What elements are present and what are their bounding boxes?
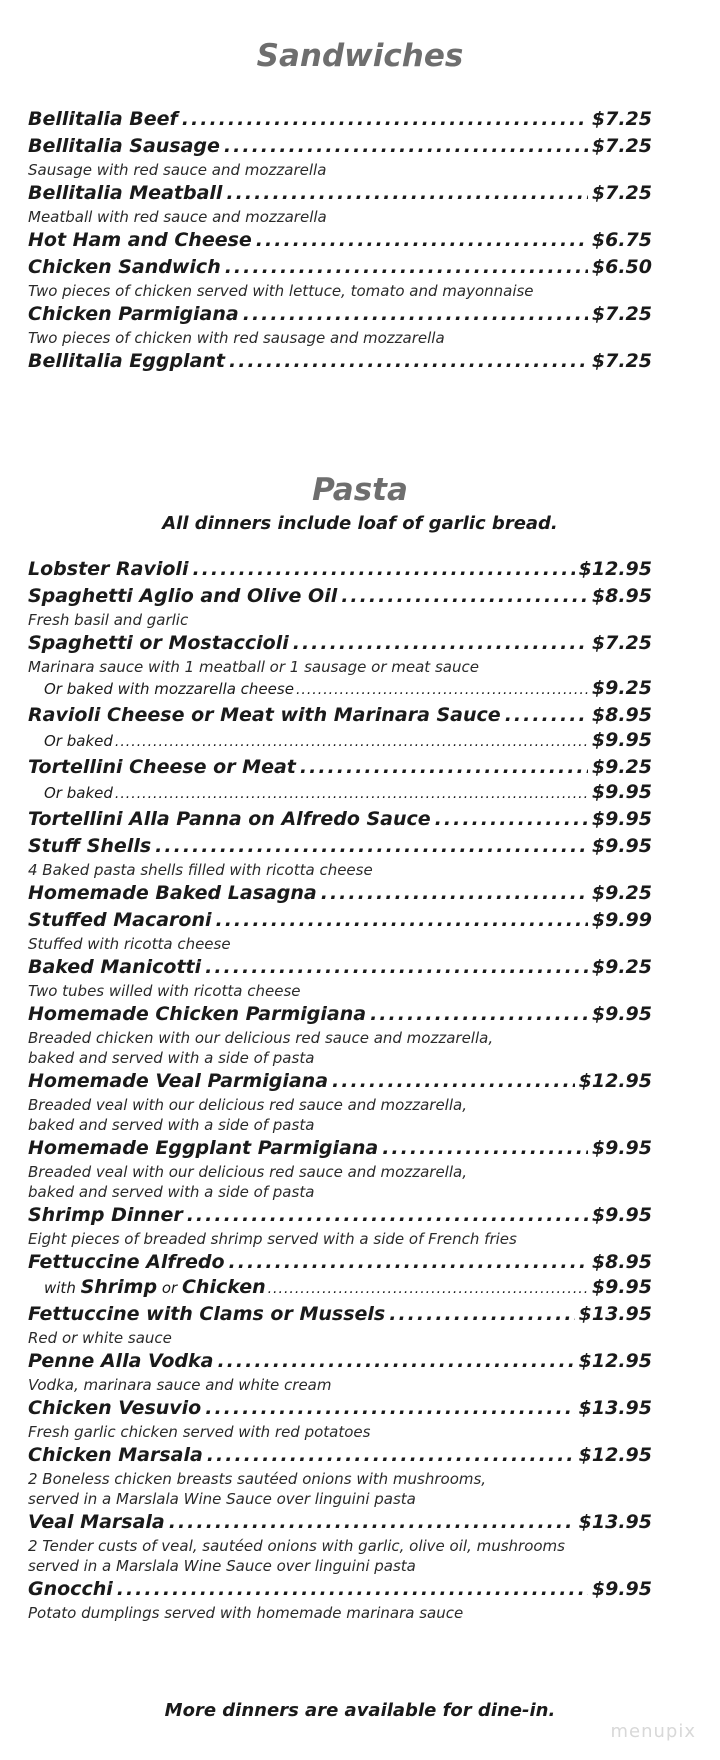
item-price: $12.95 xyxy=(578,558,652,580)
item-row xyxy=(28,227,652,254)
item-name: Lobster Ravioli xyxy=(28,558,189,580)
menu-item xyxy=(28,1576,652,1623)
item-price: $9.25 xyxy=(591,956,652,978)
item-description: Breaded veal with our delicious red sauce and mozzarella, xyxy=(28,1163,467,1181)
item-name: Chicken Parmigiana xyxy=(28,303,239,325)
menu-item xyxy=(28,954,652,1001)
item-row xyxy=(28,556,652,583)
dot-leader xyxy=(205,1395,574,1422)
item-price: $8.95 xyxy=(591,1251,652,1273)
dot-leader xyxy=(505,702,588,729)
item-name: Penne Alla Vodka xyxy=(28,1350,214,1372)
menu-item xyxy=(28,106,652,133)
item-price: $9.95 xyxy=(591,1003,652,1025)
item-row xyxy=(28,1301,652,1328)
item-name: Gnocchi xyxy=(28,1578,113,1600)
menu-item xyxy=(28,254,652,301)
dot-leader xyxy=(224,133,588,160)
item-description: Stuffed with ricotta cheese xyxy=(28,935,231,953)
dot-leader xyxy=(243,301,588,328)
dot-leader xyxy=(256,227,588,254)
item-description: Meatball with red sauce and mozzarella xyxy=(28,208,327,226)
dot-leader xyxy=(300,754,588,781)
item-row xyxy=(28,1135,652,1162)
menu-item xyxy=(28,1348,652,1395)
menu-item xyxy=(28,1442,652,1509)
item-name: Stuffed Macaroni xyxy=(28,909,212,931)
menu-item xyxy=(28,227,652,254)
dot-leader xyxy=(182,106,588,133)
item-description: served in a Marslala Wine Sauce over linguini pasta xyxy=(28,1490,416,1508)
dot-leader xyxy=(155,833,588,860)
option-prefix: with xyxy=(44,1279,81,1297)
item-name: Tortellini Cheese or Meat xyxy=(28,756,296,778)
item-option-price: $9.95 xyxy=(591,781,652,803)
menu-item xyxy=(28,1395,652,1442)
item-description: Vodka, marinara sauce and white cream xyxy=(28,1376,332,1394)
item-row xyxy=(28,630,652,657)
dot-leader xyxy=(321,880,588,907)
menu-item xyxy=(28,1301,652,1348)
dot-leader xyxy=(217,1348,574,1375)
menu-item xyxy=(28,180,652,227)
menu-item xyxy=(28,630,652,702)
item-option-price: $9.95 xyxy=(591,1276,652,1298)
item-row xyxy=(28,1576,652,1603)
dot-leader xyxy=(229,348,588,375)
item-name: Fettuccine Alfredo xyxy=(28,1251,225,1273)
item-row xyxy=(28,702,652,729)
pasta-list xyxy=(28,556,652,1623)
item-description: Breaded veal with our delicious red sauce and mozzarella, xyxy=(28,1096,467,1114)
item-row xyxy=(28,954,652,981)
item-option-label xyxy=(44,1276,266,1300)
item-row xyxy=(28,1249,652,1276)
dot-leader xyxy=(226,180,587,207)
item-row xyxy=(28,1442,652,1469)
item-price: $7.25 xyxy=(591,108,652,130)
item-description: Marinara sauce with 1 meatball or 1 sausage or meat sauce xyxy=(28,658,479,676)
item-option-label: Or baked with mozzarella cheese xyxy=(44,680,294,698)
menu-item xyxy=(28,880,652,907)
dot-leader xyxy=(115,783,590,806)
dot-leader xyxy=(216,907,588,934)
menu-item xyxy=(28,806,652,833)
item-name: Stuff Shells xyxy=(28,835,152,857)
item-name: Veal Marsala xyxy=(28,1511,165,1533)
dot-leader xyxy=(435,806,588,833)
item-price: $13.95 xyxy=(578,1397,652,1419)
pasta-title: Pasta xyxy=(312,472,408,508)
dot-leader xyxy=(332,1068,575,1095)
item-price: $9.95 xyxy=(591,808,652,830)
item-row xyxy=(28,254,652,281)
watermark-logo: menupix xyxy=(610,1721,696,1742)
menu-item xyxy=(28,1068,652,1135)
item-description: Breaded chicken with our delicious red sauce and mozzarella, xyxy=(28,1029,494,1047)
item-price: $12.95 xyxy=(578,1350,652,1372)
menu-item xyxy=(28,301,652,348)
item-row xyxy=(28,1068,652,1095)
item-row xyxy=(28,583,652,610)
item-name: Spaghetti Aglio and Olive Oil xyxy=(28,585,338,607)
item-price: $12.95 xyxy=(578,1444,652,1466)
item-row xyxy=(28,133,652,160)
dot-leader xyxy=(268,1278,590,1301)
option-or: or xyxy=(157,1279,182,1297)
menu-item xyxy=(28,1135,652,1202)
item-option-row xyxy=(28,677,652,702)
item-price: $13.95 xyxy=(578,1303,652,1325)
item-price: $9.95 xyxy=(591,835,652,857)
item-name: Chicken Sandwich xyxy=(28,256,221,278)
item-name: Homemade Veal Parmigiana xyxy=(28,1070,329,1092)
item-description: Two pieces of chicken with red sausage and mozzarella xyxy=(28,329,445,347)
item-name: Homemade Eggplant Parmigiana xyxy=(28,1137,379,1159)
item-name: Ravioli Cheese or Meat with Marinara Sauce xyxy=(28,704,501,726)
item-name: Hot Ham and Cheese xyxy=(28,229,252,251)
item-row xyxy=(28,1509,652,1536)
item-name: Bellitalia Eggplant xyxy=(28,350,225,372)
menu-item xyxy=(28,583,652,630)
item-description: baked and served with a side of pasta xyxy=(28,1116,315,1134)
item-row xyxy=(28,1348,652,1375)
item-price: $7.25 xyxy=(591,350,652,372)
item-description: Two pieces of chicken served with lettuce, tomato and mayonnaise xyxy=(28,282,534,300)
item-option-price: $9.25 xyxy=(591,677,652,699)
item-description: Sausage with red sauce and mozzarella xyxy=(28,161,327,179)
menu-item xyxy=(28,1249,652,1301)
pasta-subtitle: All dinners include loaf of garlic bread. xyxy=(162,513,558,534)
dot-leader xyxy=(296,679,590,702)
dot-leader xyxy=(169,1509,575,1536)
dot-leader xyxy=(207,1442,575,1469)
item-name: Homemade Baked Lasagna xyxy=(28,882,317,904)
item-row xyxy=(28,833,652,860)
item-name: Chicken Vesuvio xyxy=(28,1397,202,1419)
menu-item xyxy=(28,1509,652,1576)
item-price: $7.25 xyxy=(591,135,652,157)
item-name: Chicken Marsala xyxy=(28,1444,203,1466)
dot-leader xyxy=(117,1576,588,1603)
item-name: Bellitalia Beef xyxy=(28,108,178,130)
item-description: Two tubes willed with ricotta cheese xyxy=(28,982,301,1000)
item-name: Bellitalia Meatball xyxy=(28,182,223,204)
item-price: $9.95 xyxy=(591,1204,652,1226)
item-price: $9.25 xyxy=(591,882,652,904)
item-description: 2 Tender custs of veal, sautéed onions with garlic, olive oil, mushrooms xyxy=(28,1537,565,1555)
item-description: Red or white sauce xyxy=(28,1329,172,1347)
menu-item xyxy=(28,556,652,583)
option-chicken: Chicken xyxy=(181,1276,266,1298)
dot-leader xyxy=(115,731,590,754)
menu-item xyxy=(28,348,652,375)
item-row xyxy=(28,106,652,133)
item-row xyxy=(28,1202,652,1229)
item-description: Fresh basil and garlic xyxy=(28,611,189,629)
item-price: $9.95 xyxy=(591,1137,652,1159)
option-shrimp: Shrimp xyxy=(80,1276,158,1298)
menu-item xyxy=(28,133,652,180)
menu-item xyxy=(28,702,652,754)
item-description: Fresh garlic chicken served with red potatoes xyxy=(28,1423,371,1441)
item-option-row xyxy=(28,729,652,754)
item-row xyxy=(28,180,652,207)
dot-leader xyxy=(341,583,588,610)
item-price: $7.25 xyxy=(591,632,652,654)
sandwiches-list xyxy=(28,106,652,375)
menu-item xyxy=(28,1202,652,1249)
item-description: baked and served with a side of pasta xyxy=(28,1183,315,1201)
item-description: Potato dumplings served with homemade marinara sauce xyxy=(28,1604,464,1622)
item-row xyxy=(28,806,652,833)
menu-item xyxy=(28,754,652,806)
item-price: $6.50 xyxy=(591,256,652,278)
item-option-price: $9.95 xyxy=(591,729,652,751)
item-price: $9.25 xyxy=(591,756,652,778)
item-option-row xyxy=(28,781,652,806)
item-option-label: Or baked xyxy=(44,784,113,802)
item-description: 4 Baked pasta shells filled with ricotta cheese xyxy=(28,861,373,879)
menu-item xyxy=(28,907,652,954)
menu-item xyxy=(28,1001,652,1068)
item-description: baked and served with a side of pasta xyxy=(28,1049,315,1067)
item-price: $7.25 xyxy=(591,303,652,325)
item-description: served in a Marslala Wine Sauce over linguini pasta xyxy=(28,1557,416,1575)
item-price: $13.95 xyxy=(578,1511,652,1533)
item-price: $9.99 xyxy=(591,909,652,931)
item-row xyxy=(28,301,652,328)
item-description: 2 Boneless chicken breasts sautéed onions with mushrooms, xyxy=(28,1470,487,1488)
item-name: Tortellini Alla Panna on Alfredo Sauce xyxy=(28,808,431,830)
item-row xyxy=(28,907,652,934)
item-price: $8.95 xyxy=(591,585,652,607)
menu-item xyxy=(28,833,652,880)
sandwiches-title: Sandwiches xyxy=(256,38,464,74)
item-price: $6.75 xyxy=(591,229,652,251)
item-name: Bellitalia Sausage xyxy=(28,135,220,157)
item-name: Spaghetti or Mostaccioli xyxy=(28,632,289,654)
item-description: Eight pieces of breaded shrimp served with a side of French fries xyxy=(28,1230,517,1248)
item-name: Homemade Chicken Parmigiana xyxy=(28,1003,367,1025)
item-name: Baked Manicotti xyxy=(28,956,202,978)
dot-leader xyxy=(389,1301,574,1328)
item-row xyxy=(28,348,652,375)
footer-note: More dinners are available for dine-in. xyxy=(164,1700,556,1721)
item-name: Fettuccine with Clams or Mussels xyxy=(28,1303,386,1325)
dot-leader xyxy=(205,954,588,981)
item-row xyxy=(28,1395,652,1422)
dot-leader xyxy=(225,254,588,281)
dot-leader xyxy=(293,630,588,657)
item-row xyxy=(28,754,652,781)
item-row xyxy=(28,880,652,907)
item-price: $9.95 xyxy=(591,1578,652,1600)
item-name: Shrimp Dinner xyxy=(28,1204,183,1226)
item-option-label: Or baked xyxy=(44,732,113,750)
item-price: $7.25 xyxy=(591,182,652,204)
dot-leader xyxy=(382,1135,588,1162)
dot-leader xyxy=(192,556,574,583)
dot-leader xyxy=(229,1249,588,1276)
item-option-row xyxy=(28,1276,652,1301)
dot-leader xyxy=(187,1202,588,1229)
item-price: $8.95 xyxy=(591,704,652,726)
item-row xyxy=(28,1001,652,1028)
item-price: $12.95 xyxy=(578,1070,652,1092)
dot-leader xyxy=(370,1001,588,1028)
